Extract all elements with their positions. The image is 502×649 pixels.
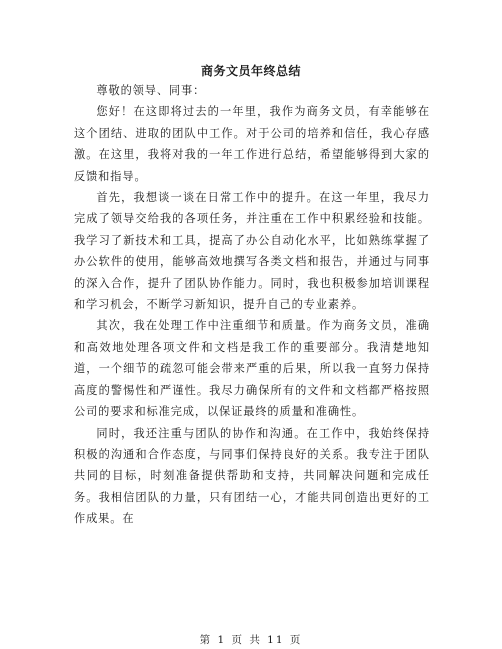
paragraph-3: 其次，我在处理工作中注重细节和质量。作为商务文员，准确和高效地处理各项文件和文档是我工作的重要部分。我清楚地知道，一个细节的疏忽可能会带来严重的后果，所以我一直努力保持高度的警惕性和严谨性。我尽力确保所有的文件和文档都严格按照公司的要求和标准完成，以保证最终的质量和准确性。 xyxy=(74,319,430,419)
document-body xyxy=(74,80,430,530)
page-number-footer: 第 1 页 共 11 页 xyxy=(199,634,303,646)
paragraph-4: 同时，我还注重与团队的协作和沟通。在工作中，我始终保持积极的沟通和合作态度，与同事们保持良好的关系。我专注于团队共同的目标，时刻准备提供帮助和支持，共同解决问题和完成任务。我相信团队的力量，只有团结一心，才能共同创造出更好的工作成果。在 xyxy=(74,426,430,526)
paragraph-2: 首先，我想谈一谈在日常工作中的提升。在这一年里，我尽力完成了领导交给我的各项任务，并注重在工作中积累经验和技能。我学习了新技术和工具，提高了办公自动化水平，比如熟练掌握了办公软件的使用，能够高效地撰写各类文档和报告，并通过与同事的深入合作，提升了团队协作能力。同时，我也积极参加培训课程和学习机会，不断学习新知识，提升自己的专业素养。 xyxy=(74,191,430,312)
paragraph-1: 您好！在这即将过去的一年里，我作为商务文员，有幸能够在这个团结、进取的团队中工作。对于公司的培养和信任，我心存感激。在这里，我将对我的一年工作进行总结，希望能够得到大家的反馈和指导。 xyxy=(74,105,430,183)
document-title: 商务文员年终总结 xyxy=(200,64,301,78)
salutation: 尊敬的领导、同事： xyxy=(96,84,206,97)
